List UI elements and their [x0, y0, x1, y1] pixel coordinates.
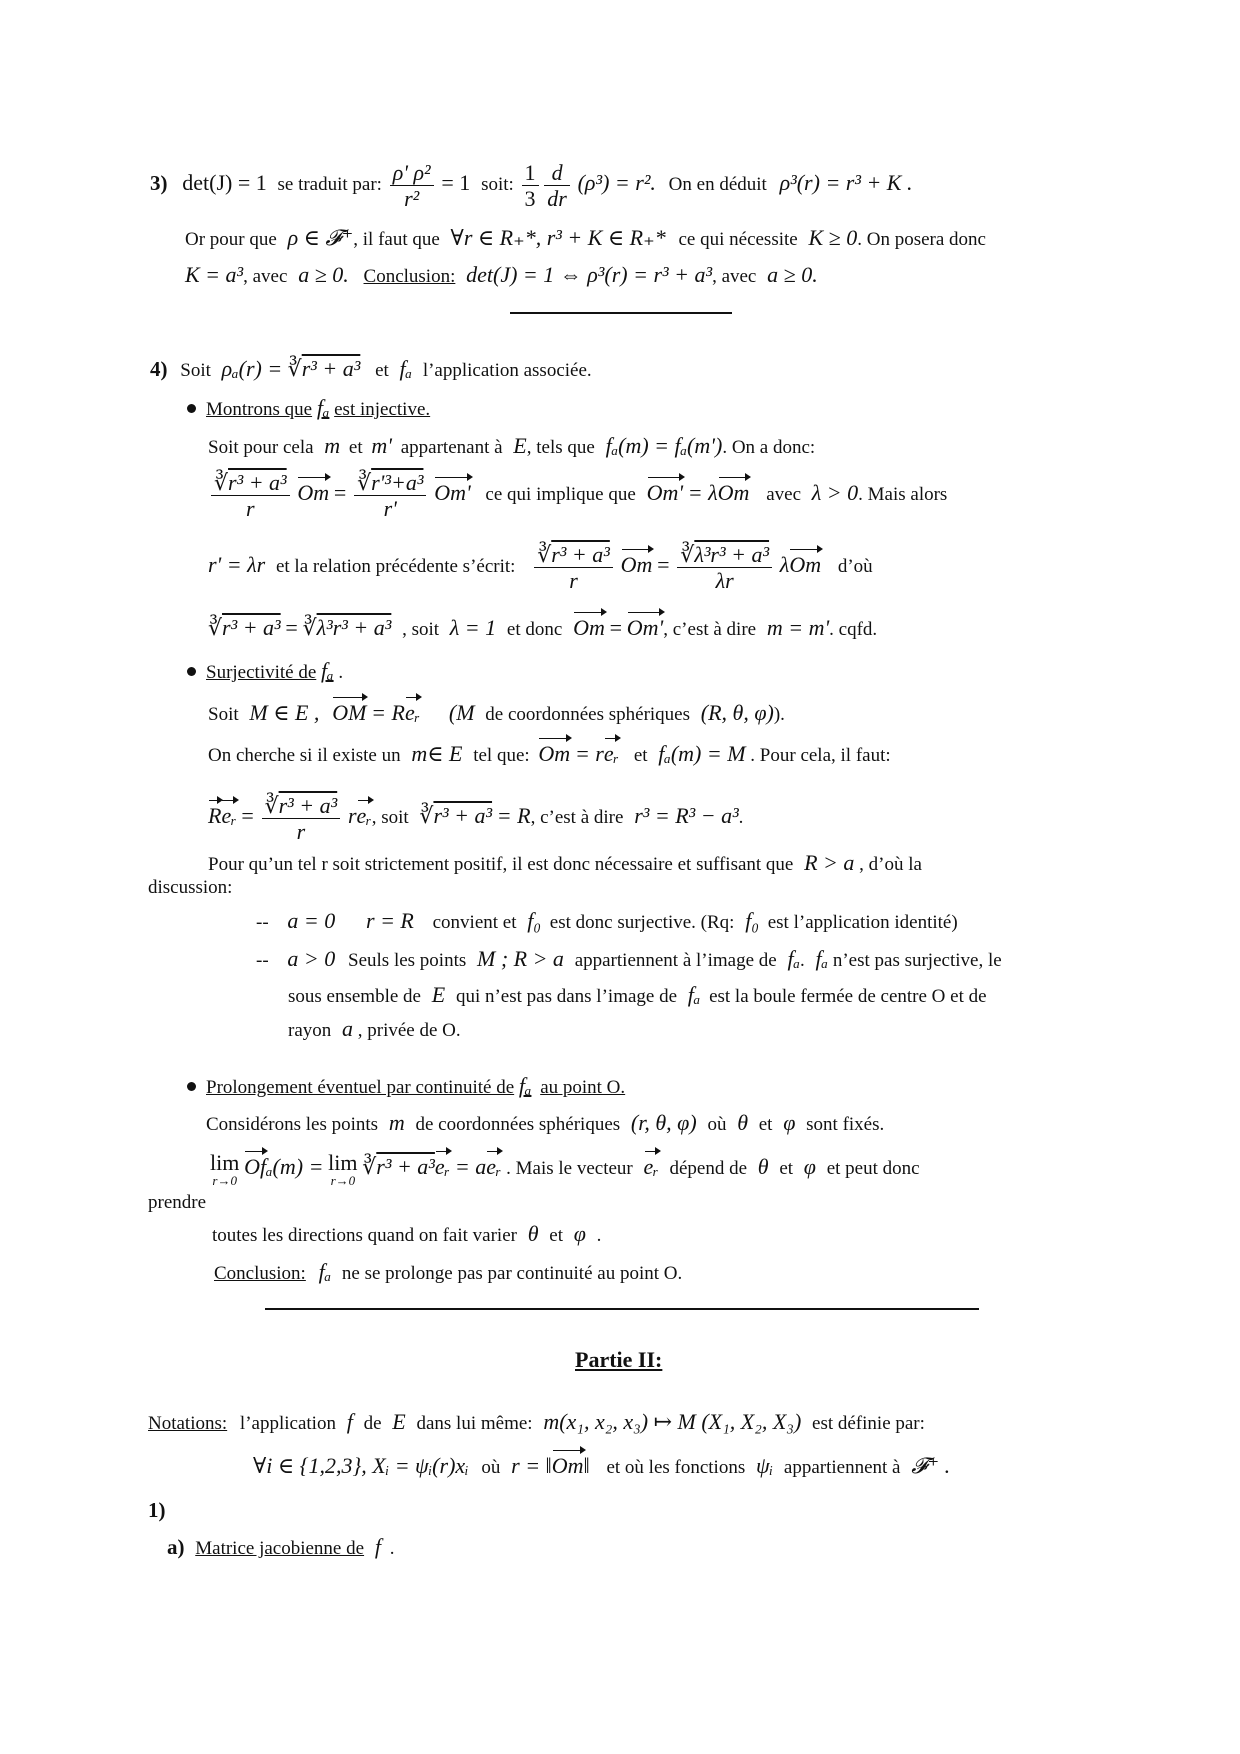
math: R [208, 803, 222, 829]
lim-word: lim [210, 1150, 240, 1175]
math: = [285, 615, 298, 640]
text: . [389, 1538, 395, 1559]
text: . Mais alors [858, 484, 948, 506]
fraction: $\frac{\text{∛r'³+a³}}{r'}$ [354, 470, 426, 522]
text: Soit [208, 704, 239, 725]
case-2-line-2 [288, 982, 987, 1008]
math: a ≥ 0. [767, 262, 818, 287]
text: au point O. [540, 1077, 626, 1098]
text: , soit [371, 807, 409, 829]
math: r³ = R³ − a³ [634, 803, 739, 829]
text: . Pour cela, il faut: [750, 745, 891, 766]
text: . [738, 807, 744, 829]
frac-den: r [296, 819, 306, 845]
math: ρ³(r) = r³ + K . [779, 170, 913, 196]
injective-title [206, 395, 430, 421]
text: , soit [402, 619, 440, 640]
math: ‖ [583, 1453, 590, 1478]
surjective-title: Surjectivité de fₐ . [206, 658, 344, 683]
prolongement-line-2: lim r→0 Ofₐ(m) = lim r→0 ∛r³ + a³eᵣ = aeᵣ . Mais le vecteur eᵣ dépend de θ et φ et peut donc [210, 1150, 920, 1188]
text: et [779, 1157, 794, 1179]
math: = R [496, 803, 531, 829]
conclusion-label: Conclusion: [363, 266, 456, 287]
surjective-line-2 [208, 741, 891, 767]
math: a [342, 1016, 354, 1041]
vector-er: eᵣ [486, 1153, 502, 1179]
math: (M [448, 700, 475, 725]
frac-den: dr [547, 186, 567, 212]
text: d’où [837, 556, 873, 578]
notations-line-1 [148, 1409, 925, 1435]
radicand: λ³r³ + a³ [316, 615, 392, 640]
fraction: $\frac{\text{∛r³ + a³}}{r}$ [211, 470, 290, 522]
question-1a-label: a) [167, 1535, 185, 1559]
text: . On posera donc [857, 229, 986, 250]
math: m [388, 1110, 405, 1135]
math: E [392, 1409, 406, 1434]
text: , avec [243, 266, 288, 287]
math: = [657, 552, 670, 578]
text: où [481, 1457, 501, 1478]
vector-OM: OM [332, 700, 367, 725]
vector-Om-prime: Om' [646, 480, 684, 506]
math: E [431, 982, 446, 1007]
text: est donc surjective. (Rq: [549, 912, 735, 933]
text: l’application associée. [422, 360, 592, 381]
surjective-line-1 [208, 700, 785, 726]
prolongement-conclusion [214, 1259, 682, 1285]
text: , d’où la [859, 854, 922, 875]
question-1: 1) [148, 1498, 166, 1522]
section-4-line-1 [150, 356, 592, 382]
math: r = ‖ [511, 1453, 552, 1478]
short-separator [510, 312, 732, 314]
math: = λ [687, 480, 718, 506]
math: m' [371, 433, 392, 458]
text: appartenant à [400, 437, 503, 458]
math: a ≥ 0. [298, 262, 349, 287]
vector-Om: Om [573, 615, 605, 640]
text: ce qui implique que [485, 484, 636, 506]
math: ∀i ∈ {1,2,3}, Xᵢ = ψᵢ(r)xᵢ [253, 1453, 469, 1478]
frac-den: r [246, 496, 255, 522]
text: On cherche si il existe un [208, 745, 401, 766]
frac-num: ρ' ρ² [390, 160, 434, 186]
math: ρₐ(r) = ∛ [221, 356, 302, 381]
text: , il faut que [353, 229, 440, 250]
math: det(J) = 1 ⇔ ρ³(r) = r³ + a³ [466, 262, 713, 287]
text: convient et [432, 912, 517, 933]
math: = [609, 615, 623, 640]
math: = R [371, 700, 405, 725]
text: sont fixés. [806, 1114, 885, 1135]
vector-er: eᵣ [404, 700, 421, 725]
text: n’est pas surjective, le [832, 950, 1002, 971]
math: K ≥ 0 [808, 225, 858, 250]
math: fₐ [399, 356, 413, 381]
text: Soit [180, 360, 211, 381]
text: dans lui même: [416, 1413, 533, 1434]
vector-Om: Om [789, 552, 822, 578]
vector-er: eᵣ [356, 803, 372, 829]
text: -- [256, 950, 269, 971]
radicand: λ³r³ + a³ [694, 542, 770, 567]
surjective-line-5 [148, 877, 232, 899]
math: fₐ [787, 946, 801, 971]
text: Pour qu’un tel r soit strictement positif, il est donc nécessaire et suffisant que [208, 854, 794, 875]
notations-line-2 [253, 1453, 950, 1479]
math: a = 0 [287, 908, 336, 933]
text: et [633, 745, 648, 766]
vector-Om-prime: Om' [626, 615, 664, 640]
math: θ [527, 1221, 539, 1246]
math: λ = 1 [449, 615, 497, 640]
prolongement-line-1 [206, 1110, 884, 1136]
radicand: r³ + a³ [278, 793, 338, 818]
eq-one: = 1 [441, 170, 471, 196]
math: = a [454, 1153, 487, 1179]
text: , privée de O. [357, 1020, 461, 1041]
math: φ [803, 1153, 816, 1179]
injective-line-2 [208, 470, 947, 522]
question-1a [167, 1534, 394, 1560]
text: est l’application identité) [767, 912, 958, 933]
text: discussion: [148, 877, 233, 898]
text: . cqfd. [829, 619, 878, 640]
math: a > 0 [287, 946, 336, 971]
text: Matrice jacobienne de [195, 1538, 365, 1559]
math: fₐ(m) = fₐ(m') [605, 433, 723, 458]
lim-sub: r→0 [330, 1173, 356, 1188]
text: . [800, 950, 805, 971]
text: Prolongement éventuel par continuité de [206, 1077, 515, 1098]
fraction-derivative [544, 160, 570, 212]
text: et [549, 1225, 563, 1246]
prolongement-line-4 [212, 1221, 601, 1247]
math: m = m' [766, 615, 830, 640]
math: λ [779, 552, 790, 578]
vector-Om: Om [538, 741, 571, 766]
radicand: r³ + a³ [228, 470, 287, 495]
math: fₐ(m) = M [658, 741, 746, 766]
math: ∀r ∈ R₊*, r³ + K ∈ R₊* [450, 225, 666, 250]
text: , c’est à dire [530, 807, 624, 829]
text: ce qui nécessite [678, 229, 798, 250]
text: Or pour que [185, 229, 277, 250]
text: toutes les directions quand on fait varier [212, 1225, 517, 1246]
math: (r, θ, φ) [630, 1110, 697, 1135]
math: (ρ³) = r². [577, 170, 656, 196]
math: = [241, 803, 254, 829]
text: avec [766, 484, 802, 506]
radicand: r³ + a³ [301, 356, 361, 381]
radicand: r³ + a³ [433, 803, 493, 829]
vector-Om: Om [551, 1453, 584, 1478]
case-2-line-3 [288, 1016, 461, 1042]
math: M ∈ E , [249, 700, 320, 725]
text: et [375, 360, 389, 381]
injective-line-3 [208, 542, 873, 594]
text: dépend de [669, 1157, 748, 1179]
math: θ [737, 1110, 748, 1135]
math: fₐ [518, 1073, 532, 1098]
math: r' = λr [208, 552, 266, 578]
lim-sub: r→0 [212, 1173, 237, 1188]
radicand: r³ + a³ [222, 615, 281, 640]
text: et donc [506, 619, 563, 640]
vector-Om: Om [717, 480, 750, 506]
limit [210, 1152, 239, 1187]
text: est la boule fermée de centre O et de [709, 986, 987, 1007]
fraction: $\frac{\text{∛r³ + a³}}{r}$ [262, 793, 341, 845]
surjective-line-3: Reᵣ = $\frac{\text{∛r³ + a³}}{r}$ reᵣ, soit ∛r³ + a³ = R, c’est à dire r³ = R³ − a³. [208, 793, 744, 845]
math: θ [757, 1153, 769, 1179]
text: de coordonnées sphériques [485, 704, 691, 725]
text: Surjectivité de [206, 662, 317, 683]
text: est définie par: [812, 1413, 925, 1434]
text: . Mais le vecteur [506, 1157, 633, 1179]
section-3-line-3 [185, 262, 818, 288]
fraction-third [522, 160, 539, 212]
math: f₀ [745, 908, 759, 933]
vector-Om: Om [297, 480, 330, 506]
text: appartiennent à [783, 1457, 901, 1478]
vector-er: eᵣ [603, 741, 620, 766]
frac-den: r' [383, 496, 397, 522]
fraction: $\frac{\text{∛λ³r³ + a³}}{\lambda r}$ [677, 542, 772, 594]
math: K = a³ [185, 262, 244, 287]
frac-num: d [544, 160, 570, 186]
vector-er: eᵣ [434, 1153, 451, 1179]
math: fₐ [815, 946, 829, 971]
radicand: r³ + a³ [376, 1153, 435, 1179]
math: ρ ∈ 𝓕⁺ [287, 225, 354, 250]
text: et la relation précédente s’écrit: [275, 556, 516, 578]
radicand: r'³+a³ [371, 470, 424, 495]
prolongement-title [206, 1073, 625, 1099]
frac-den: 3 [524, 186, 536, 212]
math: fₐ [316, 395, 330, 420]
text: appartiennent à l’image de [574, 950, 777, 971]
math: (R, θ, φ) [700, 700, 774, 725]
conclusion-label: Conclusion: [214, 1263, 306, 1284]
text: tel que: [473, 745, 530, 766]
text: soit: [481, 174, 514, 196]
section-3-number: 3) [150, 171, 168, 196]
text: qui n’est pas dans l’image de [455, 986, 678, 1007]
math: φ [573, 1221, 586, 1246]
text: et [348, 437, 363, 458]
text: de [363, 1413, 382, 1434]
text: est injective. [334, 399, 431, 420]
math: = [333, 480, 347, 506]
vector-er: eᵣ [643, 1153, 659, 1179]
frac-den: λr [715, 568, 734, 594]
text: prendre [148, 1192, 207, 1213]
vector-Of: Of [244, 1153, 267, 1179]
text: rayon [288, 1020, 332, 1041]
math: fₐ [318, 1259, 332, 1284]
math: fₐ [687, 982, 701, 1007]
math: m(x₁, x₂, x₃) ↦ M (X₁, X₂, X₃) [543, 1409, 802, 1434]
case-2 [256, 946, 1002, 972]
text: . [596, 1225, 602, 1246]
notations-label: Notations: [148, 1413, 228, 1434]
injective-line-1 [208, 433, 815, 459]
math: M ; R > a [477, 946, 564, 971]
section-3-line-1 [150, 160, 912, 212]
math: 𝓕⁺ . [911, 1453, 951, 1478]
limit [328, 1152, 357, 1187]
det-expression: det(J) = 1 [182, 170, 267, 196]
math: m∈ E [411, 741, 463, 766]
fraction-rho [390, 160, 434, 212]
text: de coordonnées sphériques [415, 1114, 621, 1135]
text: Considérons les points [206, 1114, 379, 1135]
bullet [187, 1082, 196, 1091]
math: r [347, 803, 357, 829]
fraction: $\frac{\text{∛r³ + a³}}{r}$ [534, 542, 613, 594]
math: f [346, 1409, 353, 1434]
math: f [374, 1534, 381, 1559]
text: , c’est à dire [663, 619, 757, 640]
text: où [707, 1114, 727, 1135]
text: Montrons que [206, 399, 313, 420]
text: et [758, 1114, 773, 1135]
injective-line-4: ∛r³ + a³ = ∛λ³r³ + a³ , soit λ = 1 et donc Om = Om', c’est à dire m = m'. cqfd. [208, 615, 878, 640]
section-4-number: 4) [150, 357, 168, 381]
text: et peut donc [826, 1157, 920, 1179]
math: R > a [804, 850, 855, 875]
vector-Om: Om [620, 552, 653, 578]
text: ne se prolonge pas par continuité au point O. [341, 1263, 683, 1284]
text: l’application [239, 1413, 336, 1434]
text: Soit pour cela [208, 437, 314, 458]
text: , tels que [526, 437, 595, 458]
text: se traduit par: [277, 174, 382, 196]
long-separator [265, 1308, 979, 1310]
text: , avec [712, 266, 757, 287]
lim-word: lim [328, 1150, 358, 1175]
bullet [187, 404, 196, 413]
vector-er: eᵣ [221, 803, 237, 829]
section-3-line-2 [185, 225, 986, 251]
math: ψᵢ [755, 1453, 774, 1478]
math: φ [783, 1110, 796, 1135]
surjective-line-4 [208, 850, 922, 876]
math: = r [574, 741, 604, 766]
math: r = R [366, 908, 414, 933]
radicand: r³ + a³ [551, 542, 610, 567]
math: fₐ [321, 658, 334, 683]
text: et où les fonctions [606, 1457, 746, 1478]
case-1 [256, 908, 958, 934]
text: ). [773, 704, 785, 725]
frac-den: r² [404, 186, 420, 212]
text: . On a donc: [722, 437, 816, 458]
math: ₐ(m) = [266, 1153, 324, 1179]
text: Seuls les points [348, 950, 467, 971]
math: m [324, 433, 341, 458]
bullet [187, 667, 196, 676]
text: On en déduit [668, 174, 767, 196]
frac-den: r [569, 568, 578, 594]
text: sous ensemble de [288, 986, 421, 1007]
math: λ > 0 [811, 480, 859, 506]
part-2-title: Partie II: [575, 1347, 663, 1372]
math: f₀ [527, 908, 542, 933]
frac-num: 1 [522, 160, 539, 186]
prolongement-line-3 [148, 1192, 206, 1214]
text: -- [256, 912, 269, 933]
math: E [513, 433, 527, 458]
vector-Om-prime: Om' [434, 480, 471, 506]
